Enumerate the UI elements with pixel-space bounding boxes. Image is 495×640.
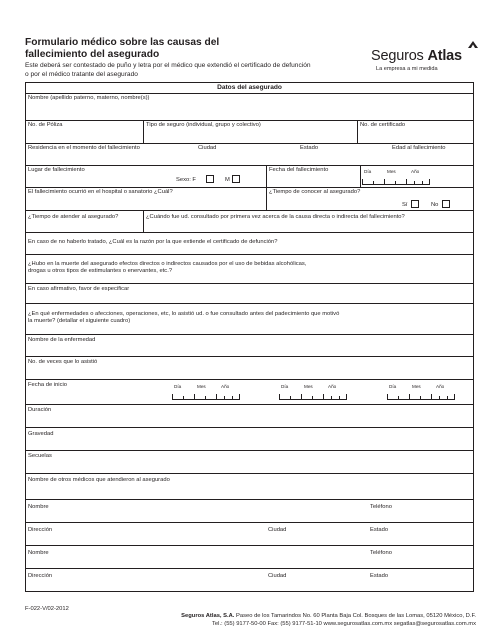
no-label: No	[431, 202, 439, 208]
subtitle-line-1: Este deberá ser contestado de puño y letra por el médico que extendió el certificado de defunción	[25, 62, 311, 69]
row-divider	[26, 93, 473, 94]
sexo-m-checkbox[interactable]	[232, 175, 240, 183]
date-tick	[290, 396, 291, 399]
ciudad-label: Ciudad	[198, 145, 217, 151]
row-divider	[26, 254, 473, 255]
date-baseline	[279, 399, 347, 400]
date-tick	[183, 396, 184, 399]
fecha-fallecimiento-field[interactable]	[362, 169, 430, 187]
column-divider	[143, 120, 144, 143]
hospital-label: El fallecimiento ocurrió en el hospital o sanatorio ¿Cuál?	[28, 189, 173, 195]
date-year-label: Año	[436, 384, 445, 389]
sexo-label: Sexo: F	[176, 177, 196, 183]
row-divider	[26, 450, 473, 451]
title-line-1: Formulario médico sobre las causas del	[25, 37, 220, 48]
medico-1-estado-label: Estado	[370, 527, 389, 533]
date-tick	[279, 394, 280, 399]
medico-1-telefono-label: Teléfono	[370, 504, 392, 510]
nombre-enfermedad-label: Nombre de la enfermedad	[28, 337, 96, 343]
afirmativo-label: En caso afirmativo, favor de especificar	[28, 286, 130, 292]
row-divider	[26, 334, 473, 335]
tiempo-atender-label: ¿Tiempo de atender al asegurado?	[28, 214, 119, 220]
cuando-consultado-label: ¿Cuándo fue ud. consultado por primera vez acerca de la causa directa o indirecta del fallecimiento?	[146, 214, 405, 220]
date-tick	[172, 394, 173, 399]
tipo-seguro-label: Tipo de seguro (individual, grupo y colectivo)	[146, 122, 261, 128]
date-month-label: Mes	[412, 384, 421, 389]
date-tick	[384, 179, 385, 184]
row-divider	[26, 303, 473, 304]
date-tick	[431, 394, 432, 399]
footer-company: Seguros Atlas, S.A.	[181, 613, 235, 619]
date-tick	[205, 396, 206, 399]
date-tick	[239, 394, 240, 399]
row-divider	[26, 283, 473, 284]
row-divider	[26, 165, 473, 166]
veces-asistio-label: No. de veces que lo asistió	[28, 359, 98, 365]
si-checkbox[interactable]	[411, 200, 419, 208]
lugar-label: Lugar de fallecimiento	[28, 167, 85, 173]
date-tick	[312, 396, 313, 399]
logo-tagline: La empresa a mi medida	[376, 66, 438, 72]
date-month-label: Mes	[197, 384, 206, 389]
bebidas-line-2: drogas u otros tipos de estimulantes o enervantes, etc.?	[28, 268, 173, 274]
residencia-label: Residencia en el momento del fallecimiento	[28, 145, 140, 151]
date-tick	[331, 396, 332, 399]
date-tick	[422, 181, 423, 184]
title-line-2: fallecimiento del asegurado	[25, 49, 160, 60]
enfermedades-line-2: la muerte? (detallar el siguiente cuadro)	[28, 318, 131, 324]
date-tick	[395, 181, 396, 184]
medico-2-nombre-label: Nombre	[28, 550, 49, 556]
column-divider	[266, 187, 267, 210]
date-tick	[346, 394, 347, 399]
estado-label: Estado	[300, 145, 319, 151]
logo-wordmark	[371, 48, 462, 64]
logo-wing-icon	[467, 40, 479, 49]
row-divider	[26, 187, 473, 188]
date-year-label: Año	[411, 169, 420, 174]
insured-data-form	[25, 82, 474, 592]
date-tick	[429, 179, 430, 184]
date-tick	[387, 394, 388, 399]
date-tick	[216, 394, 217, 399]
medico-2-ciudad-label: Ciudad	[268, 573, 287, 579]
medico-2-direccion-label: Dirección	[28, 573, 53, 579]
date-tick	[323, 394, 324, 399]
row-divider	[26, 568, 473, 569]
subtitle-line-2: o por el médico tratante del asegurado	[25, 70, 138, 78]
row-divider	[26, 427, 473, 428]
fecha-inicio-field-2[interactable]	[279, 384, 347, 402]
duracion-label: Duración	[28, 407, 52, 413]
date-tick	[362, 179, 363, 184]
otros-medicos-label: Nombre de otros médicos que atendieron al asegurado	[28, 477, 170, 483]
row-divider	[26, 356, 473, 357]
sexo-m-label: M	[225, 177, 230, 183]
bebidas-line-1: ¿Hubo en la muerte del asegurado efectos directos o indirectos causados por el uso de bebidas alcohólicas,	[28, 261, 307, 267]
date-tick	[301, 394, 302, 399]
page-title	[25, 37, 325, 61]
date-baseline	[362, 184, 430, 185]
date-day-label: Día	[281, 384, 289, 389]
medico-1-nombre-label: Nombre	[28, 504, 49, 510]
certificado-label: No. de certificado	[360, 122, 406, 128]
fecha-inicio-field-1[interactable]	[172, 384, 240, 402]
footer-address-line	[118, 613, 476, 621]
date-tick	[414, 181, 415, 184]
medico-2-telefono-label: Teléfono	[370, 550, 392, 556]
date-tick	[339, 396, 340, 399]
date-day-label: Día	[174, 384, 182, 389]
date-year-label: Año	[221, 384, 230, 389]
row-divider	[26, 499, 473, 500]
logo-word-bold: Atlas	[427, 48, 462, 64]
fecha-fallecimiento-label: Fecha del fallecimiento	[269, 167, 329, 173]
form-code: F-022-V/02-2012	[25, 606, 69, 612]
date-tick	[447, 396, 448, 399]
row-divider	[26, 210, 473, 211]
medico-1-ciudad-label: Ciudad	[268, 527, 287, 533]
row-divider	[26, 473, 473, 474]
date-tick	[224, 396, 225, 399]
enfermedades-line-1: ¿En qué enfermedades o afecciones, operaciones, etc, lo asistió ud. o fue consultado antes del padecimiento que motivó	[28, 311, 340, 317]
date-day-label: Día	[389, 384, 397, 389]
footer-contact: Tel.: (55) 9177-50-00 Fax: (55) 9177-51-10 www.segurosatlas.com.mx segatlas@segurosatlas.com.mx	[212, 620, 476, 627]
row-divider	[26, 232, 473, 233]
tiempo-conocer-label: ¿Tiempo de conocer al asegurado?	[269, 189, 361, 195]
date-tick	[406, 179, 407, 184]
date-tick	[439, 396, 440, 399]
date-baseline	[387, 399, 455, 400]
date-baseline	[172, 399, 240, 400]
column-divider	[360, 165, 361, 187]
gravedad-label: Gravedad	[28, 431, 54, 437]
footer-address	[118, 613, 476, 628]
date-day-label: Día	[364, 169, 372, 174]
poliza-label: No. de Póliza	[28, 122, 63, 128]
fecha-inicio-label: Fecha de inicio	[28, 382, 67, 388]
date-month-label: Mes	[304, 384, 313, 389]
no-checkbox[interactable]	[442, 200, 450, 208]
page-subtitle	[25, 62, 345, 79]
date-tick	[194, 394, 195, 399]
column-divider	[143, 210, 144, 232]
edad-label: Edad al fallecimiento	[392, 145, 446, 151]
date-tick	[409, 394, 410, 399]
si-label: Sí	[402, 202, 408, 208]
row-divider	[26, 404, 473, 405]
sexo-f-checkbox[interactable]	[206, 175, 214, 183]
date-tick	[398, 396, 399, 399]
logo-word-light: Seguros	[371, 48, 428, 64]
section-title: Datos del asegurado	[217, 84, 282, 91]
no-tratado-label: En caso de no haberlo tratado, ¿Cuál es la razón por la que extiende el certificado de defunción?	[28, 239, 278, 245]
date-month-label: Mes	[387, 169, 396, 174]
column-divider	[266, 165, 267, 187]
date-tick	[454, 394, 455, 399]
fecha-inicio-field-3[interactable]	[387, 384, 455, 402]
row-divider	[26, 522, 473, 523]
medico-1-direccion-label: Dirección	[28, 527, 53, 533]
column-divider	[357, 120, 358, 143]
footer-street: Paseo de los Tamarindos No. 60 Planta Baja Col. Bosques de las Lomas, 05120 México, D.F.	[234, 613, 476, 619]
date-year-label: Año	[328, 384, 337, 389]
secuelas-label: Secuelas	[28, 453, 52, 459]
row-divider	[26, 545, 473, 546]
date-tick	[373, 181, 374, 184]
row-divider	[26, 120, 473, 121]
row-divider	[26, 379, 473, 380]
seguros-atlas-logo	[371, 40, 481, 84]
row-divider	[26, 143, 473, 144]
nombre-label: Nombre (apellido paterno, materno, nombre(s))	[28, 95, 150, 101]
medico-2-estado-label: Estado	[370, 573, 389, 579]
date-tick	[232, 396, 233, 399]
date-tick	[420, 396, 421, 399]
